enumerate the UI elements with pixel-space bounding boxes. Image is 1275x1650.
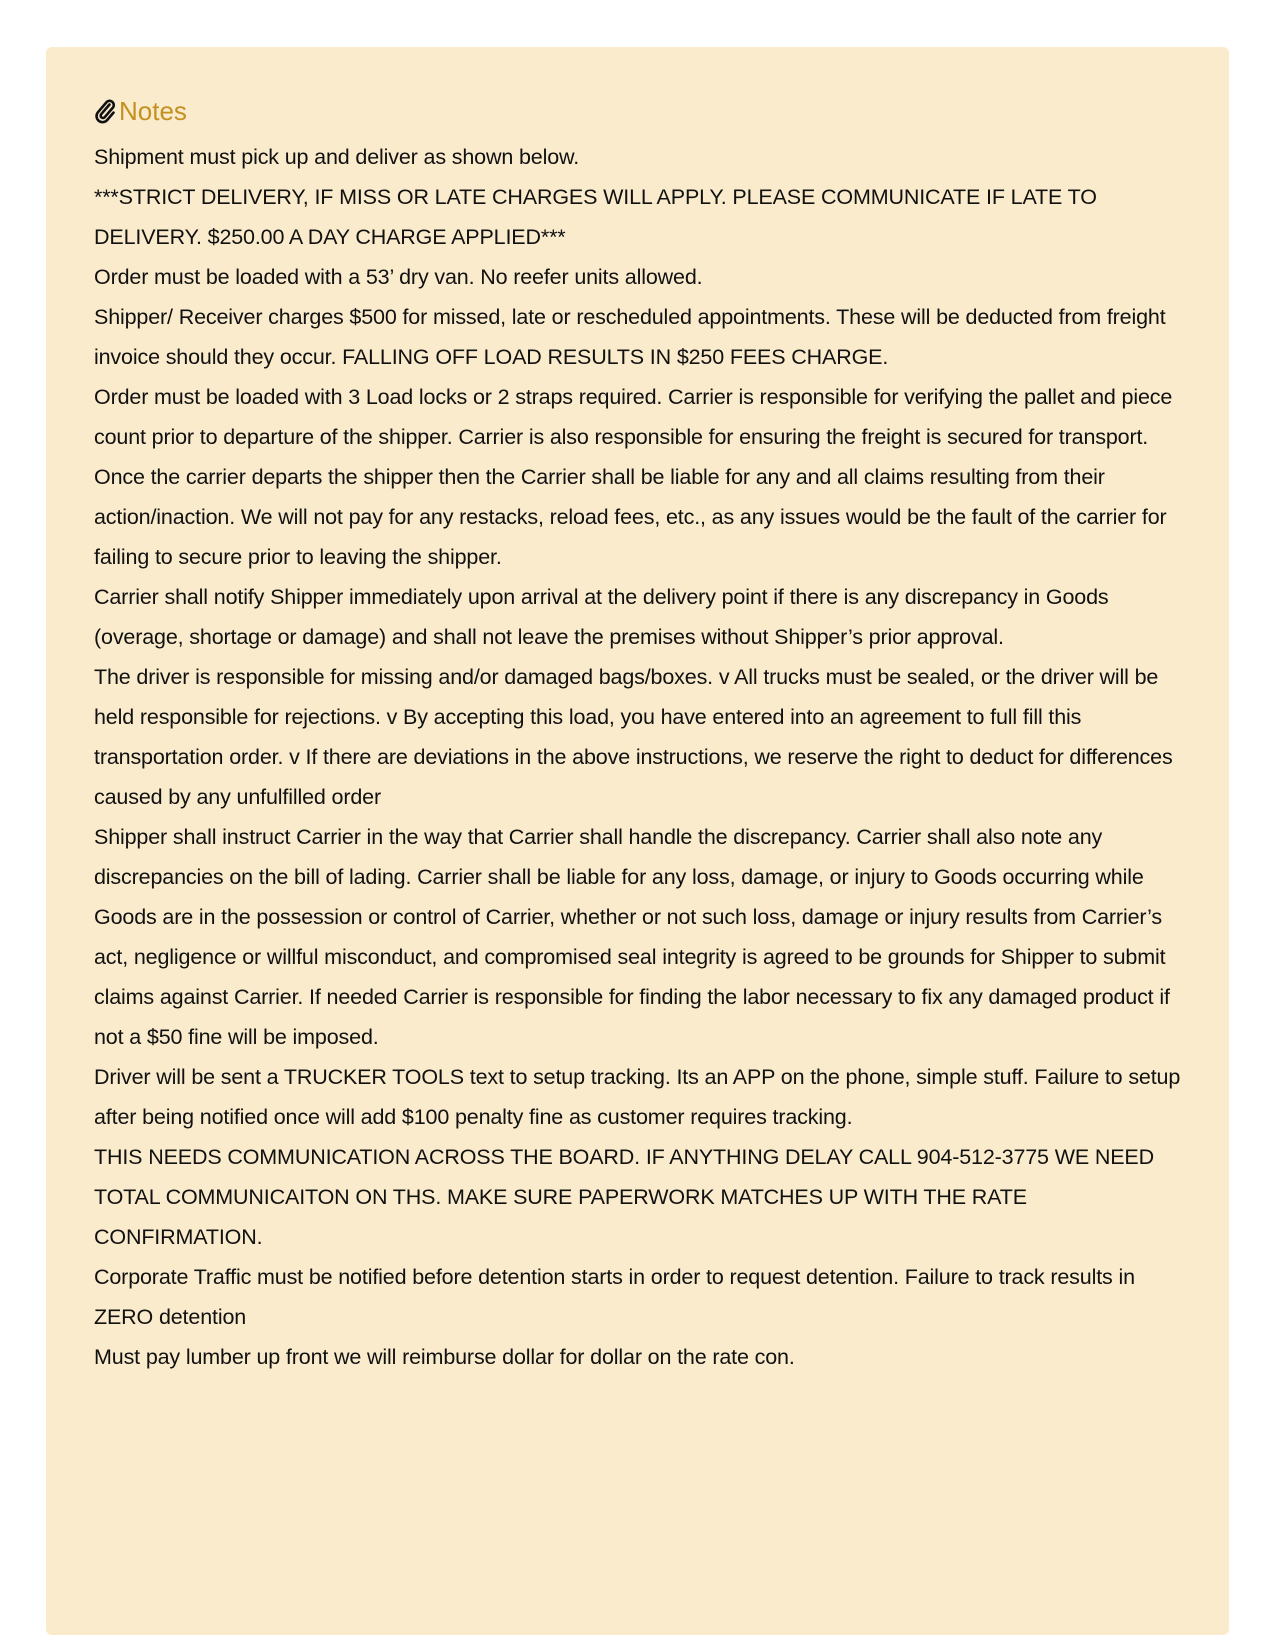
note-paragraph: Must pay lumber up front we will reimburse dollar for dollar on the rate con. (94, 1345, 795, 1369)
note-paragraph: The driver is responsible for missing and/or damaged bags/boxes. v All trucks must be sealed, or the driver will be held responsible for rejections. v By accepting this load, you have entered into an agreement to full fill this transportation order. v If there are deviations in the above instructions, we reserve the right to deduct for differences caused by any unfulfilled order (94, 665, 1173, 809)
notes-title: Notes (119, 96, 187, 126)
paperclip-icon (94, 98, 116, 124)
note-paragraph: Corporate Traffic must be notified before detention starts in order to request detention. Failure to track results in ZERO detention (94, 1265, 1135, 1329)
note-paragraph: Shipment must pick up and deliver as shown below. (94, 145, 580, 169)
note-paragraph: Order must be loaded with 3 Load locks or 2 straps required. Carrier is responsible for verifying the pallet and piece count prior to departure of the shipper. Carrier is also responsible for ensuring the freight is secured for transport. Once the carrier departs the shipper then the Carrier shall be liable for any and all claims resulting from their action/inaction. We will not pay for any restacks, reload fees, etc., as any issues would be the fault of the carrier for failing to secure prior to leaving the shipper. (94, 385, 1173, 569)
notes-header (94, 95, 1181, 127)
notes-panel (46, 47, 1229, 1635)
note-paragraph: ***STRICT DELIVERY, IF MISS OR LATE CHARGES WILL APPLY. PLEASE COMMUNICATE IF LATE TO DELIVERY. $250.00 A DAY CHARGE APPLIED*** (94, 185, 1097, 249)
note-paragraph: Shipper/ Receiver charges $500 for missed, late or rescheduled appointments. These will be deducted from freight invoice should they occur. FALLING OFF LOAD RESULTS IN $250 FEES CHARGE. (94, 305, 1166, 369)
notes-body (94, 137, 1181, 1377)
note-paragraph: Carrier shall notify Shipper immediately upon arrival at the delivery point if there is any discrepancy in Goods (overage, shortage or damage) and shall not leave the premises without Shipper’s prior approval. (94, 585, 1109, 649)
note-paragraph: Driver will be sent a TRUCKER TOOLS text to setup tracking. Its an APP on the phone, simple stuff. Failure to setup after being notified once will add $100 penalty fine as customer requires tracking. (94, 1065, 1181, 1129)
note-paragraph: Order must be loaded with a 53’ dry van. No reefer units allowed. (94, 265, 703, 289)
note-paragraph: THIS NEEDS COMMUNICATION ACROSS THE BOARD. IF ANYTHING DELAY CALL 904-512-3775 WE NEED TOTAL COMMUNICAITON ON THS. MAKE SURE PAPERWORK MATCHES UP WITH THE RATE CONFIRMATION. (94, 1145, 1154, 1249)
note-paragraph: Shipper shall instruct Carrier in the way that Carrier shall handle the discrepancy. Carrier shall also note any discrepancies on the bill of lading. Carrier shall be liable for any loss, damage, or injury to Goods occurring while Goods are in the possession or control of Carrier, whether or not such loss, damage or injury results from Carrier’s act, negligence or willful misconduct, and compromised seal integrity is agreed to be grounds for Shipper to submit claims against Carrier. If needed Carrier is responsible for finding the labor necessary to fix any damaged product if not a $50 fine will be imposed. (94, 825, 1170, 1049)
